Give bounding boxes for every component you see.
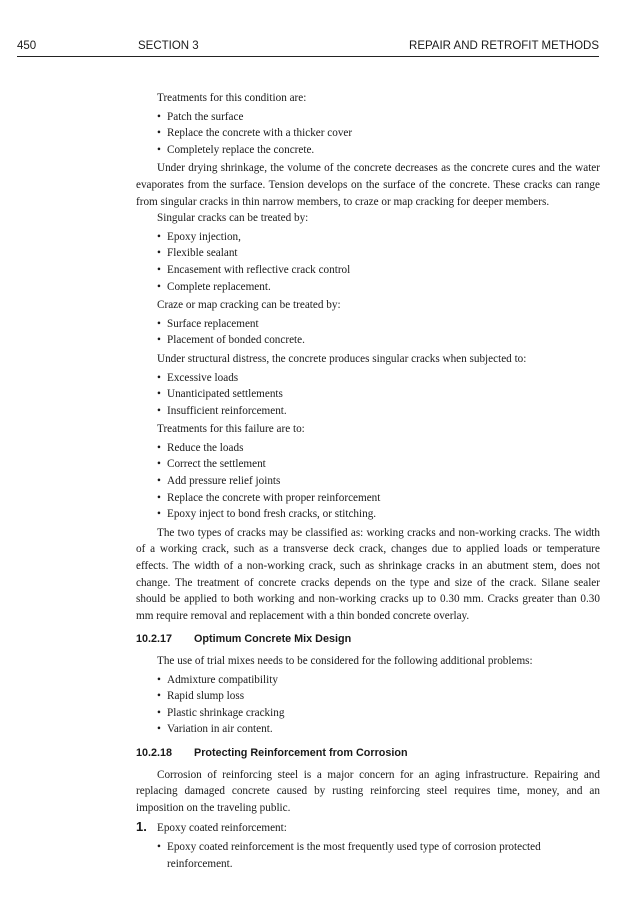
numbered-item [136, 820, 600, 872]
list-item: • Insufficient reinforcement. [157, 403, 600, 420]
section-number: 10.2.17 [136, 633, 173, 646]
section-number: 10.2.18 [136, 746, 173, 759]
page-number: 450 [17, 40, 37, 52]
treatments-intro: Treatments for this condition are: [157, 92, 307, 104]
craze-list [157, 316, 600, 349]
section-heading-10-2-18 [136, 745, 600, 762]
list-item: • Correct the settlement [157, 456, 600, 473]
list-item: • Completely replace the concrete. [157, 142, 600, 159]
structural-intro: Under structural distress, the concrete produces singular cracks when subjected to: [157, 352, 527, 365]
page-header [17, 39, 599, 57]
list-item: • Reduce the loads [157, 440, 600, 457]
list-item: • Unanticipated settlements [157, 386, 600, 403]
list-item: • Plastic shrinkage cracking [157, 705, 397, 722]
list-item: • Epoxy inject to bond fresh cracks, or stitching. [157, 506, 600, 523]
list-item: • Rapid slump loss [157, 688, 397, 705]
list-item: • Replace the concrete with proper reinforcement [157, 490, 600, 507]
list-item: • Encasement with reflective crack control [157, 262, 600, 279]
list-item: • Surface replacement [157, 316, 600, 333]
item-number: 1. [136, 819, 147, 835]
list-item: • Epoxy coated reinforcement is the most frequently used type of corrosion protected reinforcement. [157, 839, 600, 872]
page-body [136, 90, 600, 874]
section-heading-10-2-17 [136, 631, 600, 648]
section-title: Protecting Reinforcement from Corrosion [194, 746, 408, 759]
list-item: • Add pressure relief joints [157, 473, 600, 490]
item-label: Epoxy coated reinforcement: [157, 822, 287, 835]
list-item: • Admixture compatibility [157, 672, 397, 689]
crack-types-paragraph: The two types of cracks may be classified as: working cracks and non-working cracks. The width of a working crack, such as a transverse deck crack, changes due to applied loads or temperature effects. The width of a non-working crack, such as shrinkage cracks in an abutment stem, does not change. The treatment of concrete cracks depends on the type and size of the crack. Silane sealer should be applied to both working and non-working cracks up to 0.30 mm. Cracks greater than 0.30 mm require removal and replacement with a thin bonded concrete overlay. [136, 526, 600, 622]
mix-design-intro: The use of trial mixes needs to be considered for the following additional problems: [157, 655, 533, 667]
corrosion-paragraph: Corrosion of reinforcing steel is a major concern for an aging infrastructure. Repairing and replacing damaged concrete caused by rusting reinforcing steel requires time, money, and an imposition on the traveling public. [136, 768, 600, 814]
list-item: • Epoxy injection, [157, 229, 600, 246]
epoxy-sublist [157, 839, 600, 872]
failure-intro: Treatments for this failure are to: [157, 423, 305, 436]
list-item: • Replace the concrete with a thicker cover [157, 125, 600, 142]
list-item: • Placement of bonded concrete. [157, 332, 600, 349]
treatments-list [157, 109, 600, 159]
craze-intro: Craze or map cracking can be treated by: [157, 299, 341, 312]
drying-shrinkage-paragraph: Under drying shrinkage, the volume of the concrete decreases as the concrete cures and the water evaporates from the surface. Tension develops on the surface of the concrete. These cracks can range from singular cracks in thin narrow members, to craze or map cracking for deeper members. [136, 162, 600, 208]
failure-list [157, 440, 600, 523]
running-title: REPAIR AND RETROFIT METHODS [409, 40, 599, 52]
list-item: • Flexible sealant [157, 245, 600, 262]
section-label: SECTION 3 [138, 40, 199, 52]
list-item: • Patch the surface [157, 109, 600, 126]
section-title: Optimum Concrete Mix Design [194, 633, 352, 646]
list-item: • Complete replacement. [157, 279, 600, 296]
mix-problems-list [157, 672, 600, 738]
list-item: • Excessive loads [157, 370, 600, 387]
singular-list [157, 229, 600, 295]
structural-list [157, 370, 600, 420]
list-item: • Variation in air content. [157, 721, 397, 738]
singular-intro: Singular cracks can be treated by: [157, 212, 309, 225]
